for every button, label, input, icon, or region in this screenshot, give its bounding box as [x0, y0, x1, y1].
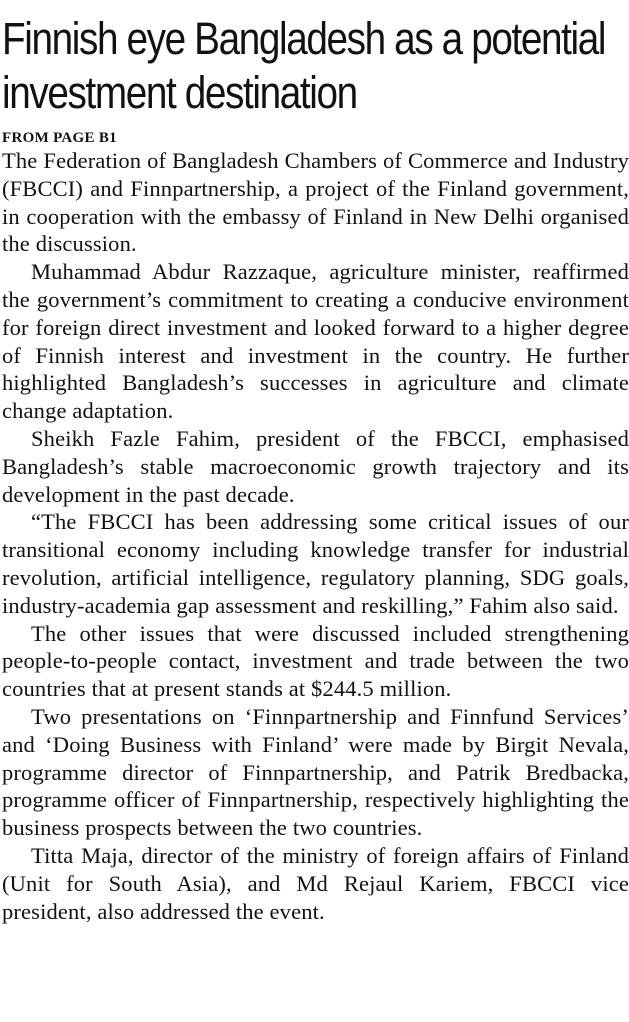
article-headline: Finnish eye Bangladesh as a potential investment destination [2, 13, 606, 118]
article-paragraph: “The FBCCI has been addressing some critical issues of our transitional economy including knowledge transfer for industrial revolution, artificial intelligence, regulatory planning, SDG goals, industry-academia gap assessment and reskilling,” Fahim also said. [2, 509, 629, 618]
article-body [2, 147, 629, 925]
continued-from-label: FROM PAGE B1 [2, 130, 117, 146]
article-paragraph: Muhammad Abdur Razzaque, agriculture minister, reaffirmed the government’s commitment to creating a conducive environment for foreign direct investment and looked forward to a higher degree of Finnish interest and investment in the country. He further highlighted Bangladesh’s successes in agriculture and climate change adaptation. [2, 259, 629, 424]
article-paragraph: The other issues that were discussed included strengthening people-to-people contact, investment and trade between the two countries that at present stands at $244.5 million. [2, 620, 629, 702]
article-paragraph: The Federation of Bangladesh Chambers of Commerce and Industry (FBCCI) and Finnpartnership, a project of the Finland government, in cooperation with the embassy of Finland in New Delhi organised the discussion. [2, 148, 629, 257]
article-paragraph: Titta Maja, director of the ministry of foreign affairs of Finland (Unit for South Asia), and Md Rejaul Kariem, FBCCI vice president, also addressed the event. [2, 842, 629, 924]
article-paragraph: Two presentations on ‘Finnpartnership and Finnfund Services’ and ‘Doing Business with Finland’ were made by Birgit Nevala, programme director of Finnpartnership, and Patrik Bredbacka, programme officer of Finnpartnership, respectively highlighting the business prospects between the two countries. [2, 703, 629, 841]
article-paragraph: Sheikh Fazle Fahim, president of the FBCCI, emphasised Bangladesh’s stable macroeconomic growth trajectory and its development in the past decade. [2, 425, 629, 507]
